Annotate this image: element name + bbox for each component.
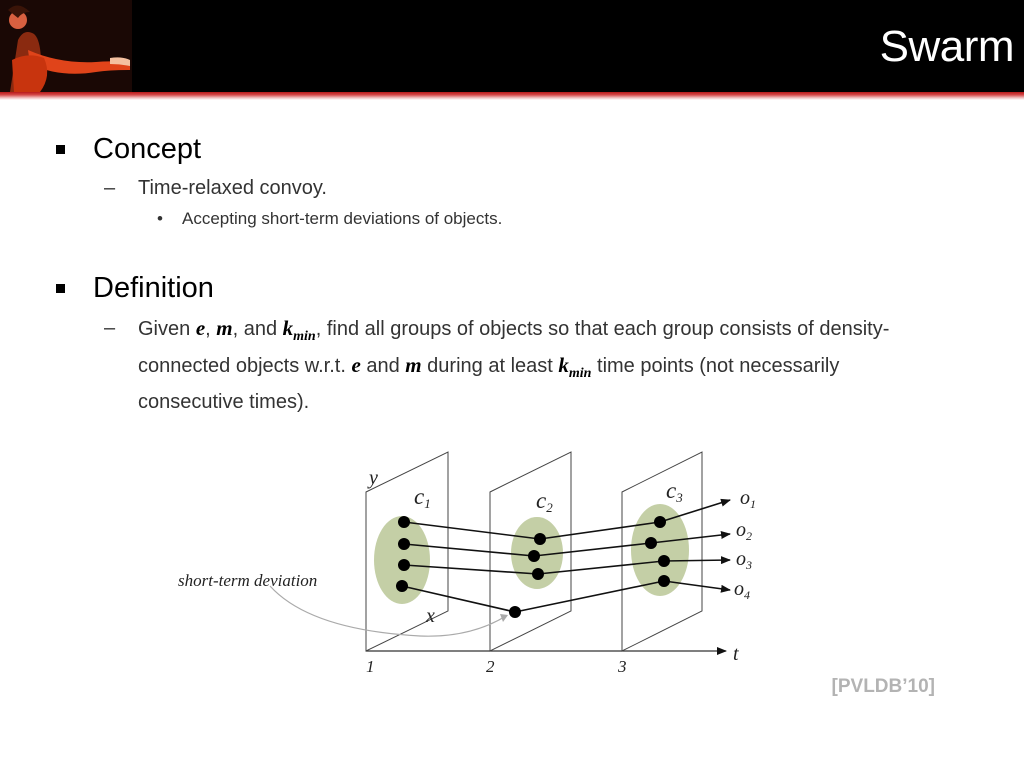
time-tick-2: 2 xyxy=(486,657,495,676)
citation: [PVLDB’10] xyxy=(831,676,935,697)
symbol-e: e xyxy=(195,316,206,340)
object-label-2: $o_2$ xyxy=(736,519,752,543)
slide-title: Swarm xyxy=(879,22,1014,71)
y-axis-label: y xyxy=(369,467,378,489)
dot-bullet-icon: • xyxy=(157,209,163,228)
x-axis-label: x xyxy=(426,605,435,627)
square-bullet-icon xyxy=(56,284,65,293)
time-tick-3: 3 xyxy=(618,657,627,676)
symbol-m: m xyxy=(405,353,422,377)
slide-header xyxy=(0,0,1024,92)
concept-detail: Accepting short-term deviations of objects. xyxy=(182,209,503,228)
symbol-m: m xyxy=(216,316,233,340)
object-label-1: $o_1$ xyxy=(740,487,756,511)
trajectory-o4 xyxy=(402,586,515,612)
square-bullet-icon xyxy=(56,145,65,154)
annotation-label: short-term deviation xyxy=(178,571,318,590)
cluster-label-1: c1 xyxy=(414,484,431,511)
dash-bullet-icon: – xyxy=(104,317,116,339)
dash-bullet-icon: – xyxy=(104,177,116,199)
header-divider xyxy=(0,92,1024,100)
dancer-photo xyxy=(0,0,132,92)
symbol-k: k xyxy=(558,353,569,377)
symbol-k: k xyxy=(282,316,294,340)
definition-text: Given e, m, and $k_{min}$, find all groups of objects so that each group consists of density-connected objects w.r.t. e and m during at least $k_{min}$ time points (not necessarily consecutive times). xyxy=(138,316,890,413)
concept-heading: Concept xyxy=(93,133,202,165)
time-tick-1: 1 xyxy=(366,657,375,676)
cluster-label-2: c2 xyxy=(536,488,553,515)
definition-heading: Definition xyxy=(93,272,214,304)
cluster-label-3: c3 xyxy=(666,478,683,505)
object-label-4: $o_4$ xyxy=(734,578,750,602)
swarm-diagram xyxy=(160,440,800,685)
t-axis-label: t xyxy=(733,643,739,665)
object-label-3: $o_3$ xyxy=(736,548,752,572)
concept-sub: Time-relaxed convoy. xyxy=(138,177,327,199)
symbol-e: e xyxy=(351,353,361,377)
